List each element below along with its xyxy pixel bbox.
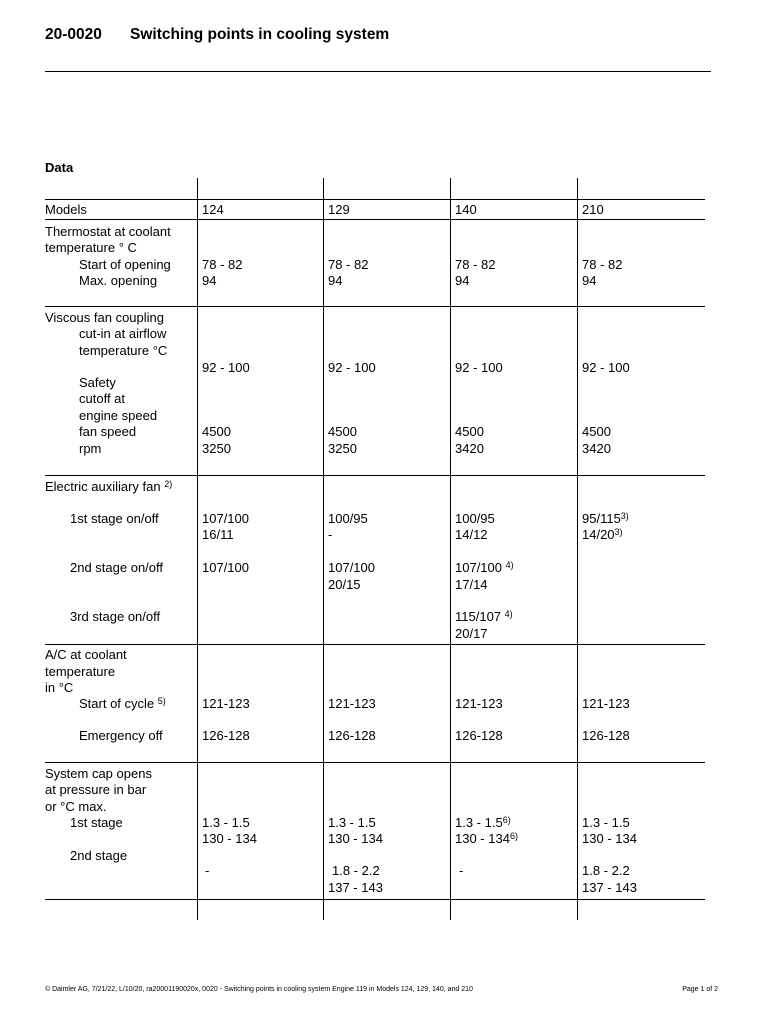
page-title: Switching points in cooling system <box>130 26 390 43</box>
cell-value: 94 <box>455 273 470 288</box>
row-label: fan speed <box>79 424 137 439</box>
row-label: 1st stage on/off <box>70 511 159 526</box>
cell-value-text: 130 - 134 <box>455 831 510 846</box>
table-rule <box>45 762 705 763</box>
cell-value: 3250 <box>328 441 357 456</box>
cell-value: 130 - 134 <box>328 831 383 846</box>
table-rule <box>45 219 705 220</box>
row-label: temperature ° C <box>45 240 137 255</box>
table-rule <box>45 644 705 645</box>
column-header-models: Models <box>45 202 87 217</box>
cell-value: 107/100 <box>202 511 249 526</box>
column-header-129: 129 <box>328 202 350 217</box>
row-label: 2nd stage on/off <box>70 560 164 575</box>
cell-value: 78 - 82 <box>328 257 369 272</box>
column-divider <box>323 178 324 920</box>
cell-value: 94 <box>202 273 217 288</box>
table-rule <box>45 199 705 200</box>
row-label-text: Start of cycle <box>79 696 155 711</box>
row-label: Safety <box>79 375 116 390</box>
cell-value: 107/100 <box>202 560 249 575</box>
cell-value: 4500 <box>202 424 231 439</box>
column-divider <box>450 178 451 920</box>
cell-value: 100/95 <box>455 511 495 526</box>
row-label: 2nd stage <box>70 848 128 863</box>
row-label: cutoff at <box>79 391 126 406</box>
cell-value: 1.3 - 1.5 <box>328 815 376 830</box>
row-label: Thermostat at coolant <box>45 224 171 239</box>
cell-value: 130 - 134 <box>202 831 257 846</box>
cell-value: 92 - 100 <box>582 360 630 375</box>
footnote-ref: 4) <box>504 609 513 619</box>
column-header-124: 124 <box>202 202 224 217</box>
cell-value <box>455 831 518 847</box>
cell-value-text: 1.3 - 1.5 <box>455 815 503 830</box>
row-label: temperature °C <box>79 343 168 358</box>
cell-value: 78 - 82 <box>455 257 496 272</box>
row-label: 1st stage <box>70 815 123 830</box>
cell-value: 107/100 <box>328 560 375 575</box>
cell-value: 1.8 - 2.2 <box>332 863 380 878</box>
cell-value: 16/11 <box>202 527 234 542</box>
cell-value: 126-128 <box>582 728 630 743</box>
cell-value <box>455 609 513 625</box>
column-divider <box>577 178 578 920</box>
cell-value: 78 - 82 <box>582 257 623 272</box>
footnote-ref: 6) <box>502 815 511 825</box>
cell-value <box>455 560 514 576</box>
row-label: Emergency off <box>79 728 163 743</box>
footnote-ref: 3) <box>614 527 623 537</box>
page-number: Page 1 of 2 <box>682 986 718 993</box>
cell-value: 126-128 <box>328 728 376 743</box>
cell-value <box>582 511 629 527</box>
row-label: at pressure in bar <box>45 782 147 797</box>
row-label: cut-in at airflow <box>79 326 167 341</box>
cell-value: 126-128 <box>455 728 503 743</box>
cell-value: 94 <box>582 273 597 288</box>
section-label: Data <box>45 160 74 175</box>
row-label: temperature <box>45 664 116 679</box>
page-header <box>45 26 389 44</box>
cell-value: 20/17 <box>455 626 488 641</box>
cell-value: 4500 <box>582 424 611 439</box>
footer-copyright: © Daimler AG, 7/21/22, L/10/20, ra20001190020x, 0020 - Switching points in cooling system Engine 119 in Models 124, 129, 140, and 210 <box>45 986 473 993</box>
cell-value: 78 - 82 <box>202 257 243 272</box>
table-rule <box>45 306 705 307</box>
cell-value: 1.3 - 1.5 <box>202 815 250 830</box>
cell-value: 92 - 100 <box>455 360 503 375</box>
cell-value: 121-123 <box>202 696 250 711</box>
cell-value-text: 107/100 <box>455 560 502 575</box>
cell-value: 20/15 <box>328 577 361 592</box>
row-label: Max. opening <box>79 273 158 288</box>
cell-value: 121-123 <box>455 696 503 711</box>
row-label: engine speed <box>79 408 158 423</box>
cell-value: 130 - 134 <box>582 831 637 846</box>
cell-value <box>455 815 511 831</box>
cell-value: 17/14 <box>455 577 488 592</box>
column-divider <box>197 178 198 920</box>
cell-value: 3420 <box>455 441 484 456</box>
row-label: System cap opens <box>45 766 152 781</box>
cell-value: - <box>205 863 210 878</box>
cell-value: 137 - 143 <box>582 880 637 895</box>
cell-value: 94 <box>328 273 343 288</box>
cell-value: 121-123 <box>328 696 376 711</box>
cell-value: 14/12 <box>455 527 488 542</box>
cell-value: 4500 <box>455 424 484 439</box>
cell-value: - <box>328 527 333 542</box>
cell-value: 126-128 <box>202 728 250 743</box>
footnote-ref: 4) <box>505 560 514 570</box>
cell-value: 100/95 <box>328 511 368 526</box>
column-header-140: 140 <box>455 202 477 217</box>
footnote-ref: 5) <box>157 696 166 706</box>
cell-value-text: 14/20 <box>582 527 615 542</box>
cell-value: 121-123 <box>582 696 630 711</box>
row-label: or °C max. <box>45 799 107 814</box>
row-label: in °C <box>45 680 74 695</box>
document-code: 20-0020 <box>45 26 102 43</box>
row-label: rpm <box>79 441 102 456</box>
row-label <box>45 479 172 495</box>
table-rule <box>45 899 705 900</box>
row-label-text: Electric auxiliary fan <box>45 479 161 494</box>
footnote-ref: 6) <box>509 831 518 841</box>
cell-value <box>582 527 623 543</box>
header-rule <box>45 71 711 72</box>
column-header-210: 210 <box>582 202 604 217</box>
table-rule <box>45 475 705 476</box>
cell-value-text: 95/115 <box>582 511 621 526</box>
cell-value: 4500 <box>328 424 357 439</box>
cell-value: 1.3 - 1.5 <box>582 815 630 830</box>
cell-value: 3250 <box>202 441 231 456</box>
cell-value-text: 115/107 <box>455 609 502 624</box>
cell-value: 137 - 143 <box>328 880 383 895</box>
cell-value: 92 - 100 <box>202 360 250 375</box>
footnote-ref: 2) <box>164 479 173 489</box>
row-label: Start of opening <box>79 257 171 272</box>
footnote-ref: 3) <box>620 511 629 521</box>
cell-value: 1.8 - 2.2 <box>582 863 630 878</box>
cell-value: 3420 <box>582 441 611 456</box>
row-label: Viscous fan coupling <box>45 310 165 325</box>
cell-value: - <box>459 863 464 878</box>
row-label: 3rd stage on/off <box>70 609 161 624</box>
row-label: A/C at coolant <box>45 647 127 662</box>
cell-value: 92 - 100 <box>328 360 376 375</box>
row-label <box>79 696 166 712</box>
